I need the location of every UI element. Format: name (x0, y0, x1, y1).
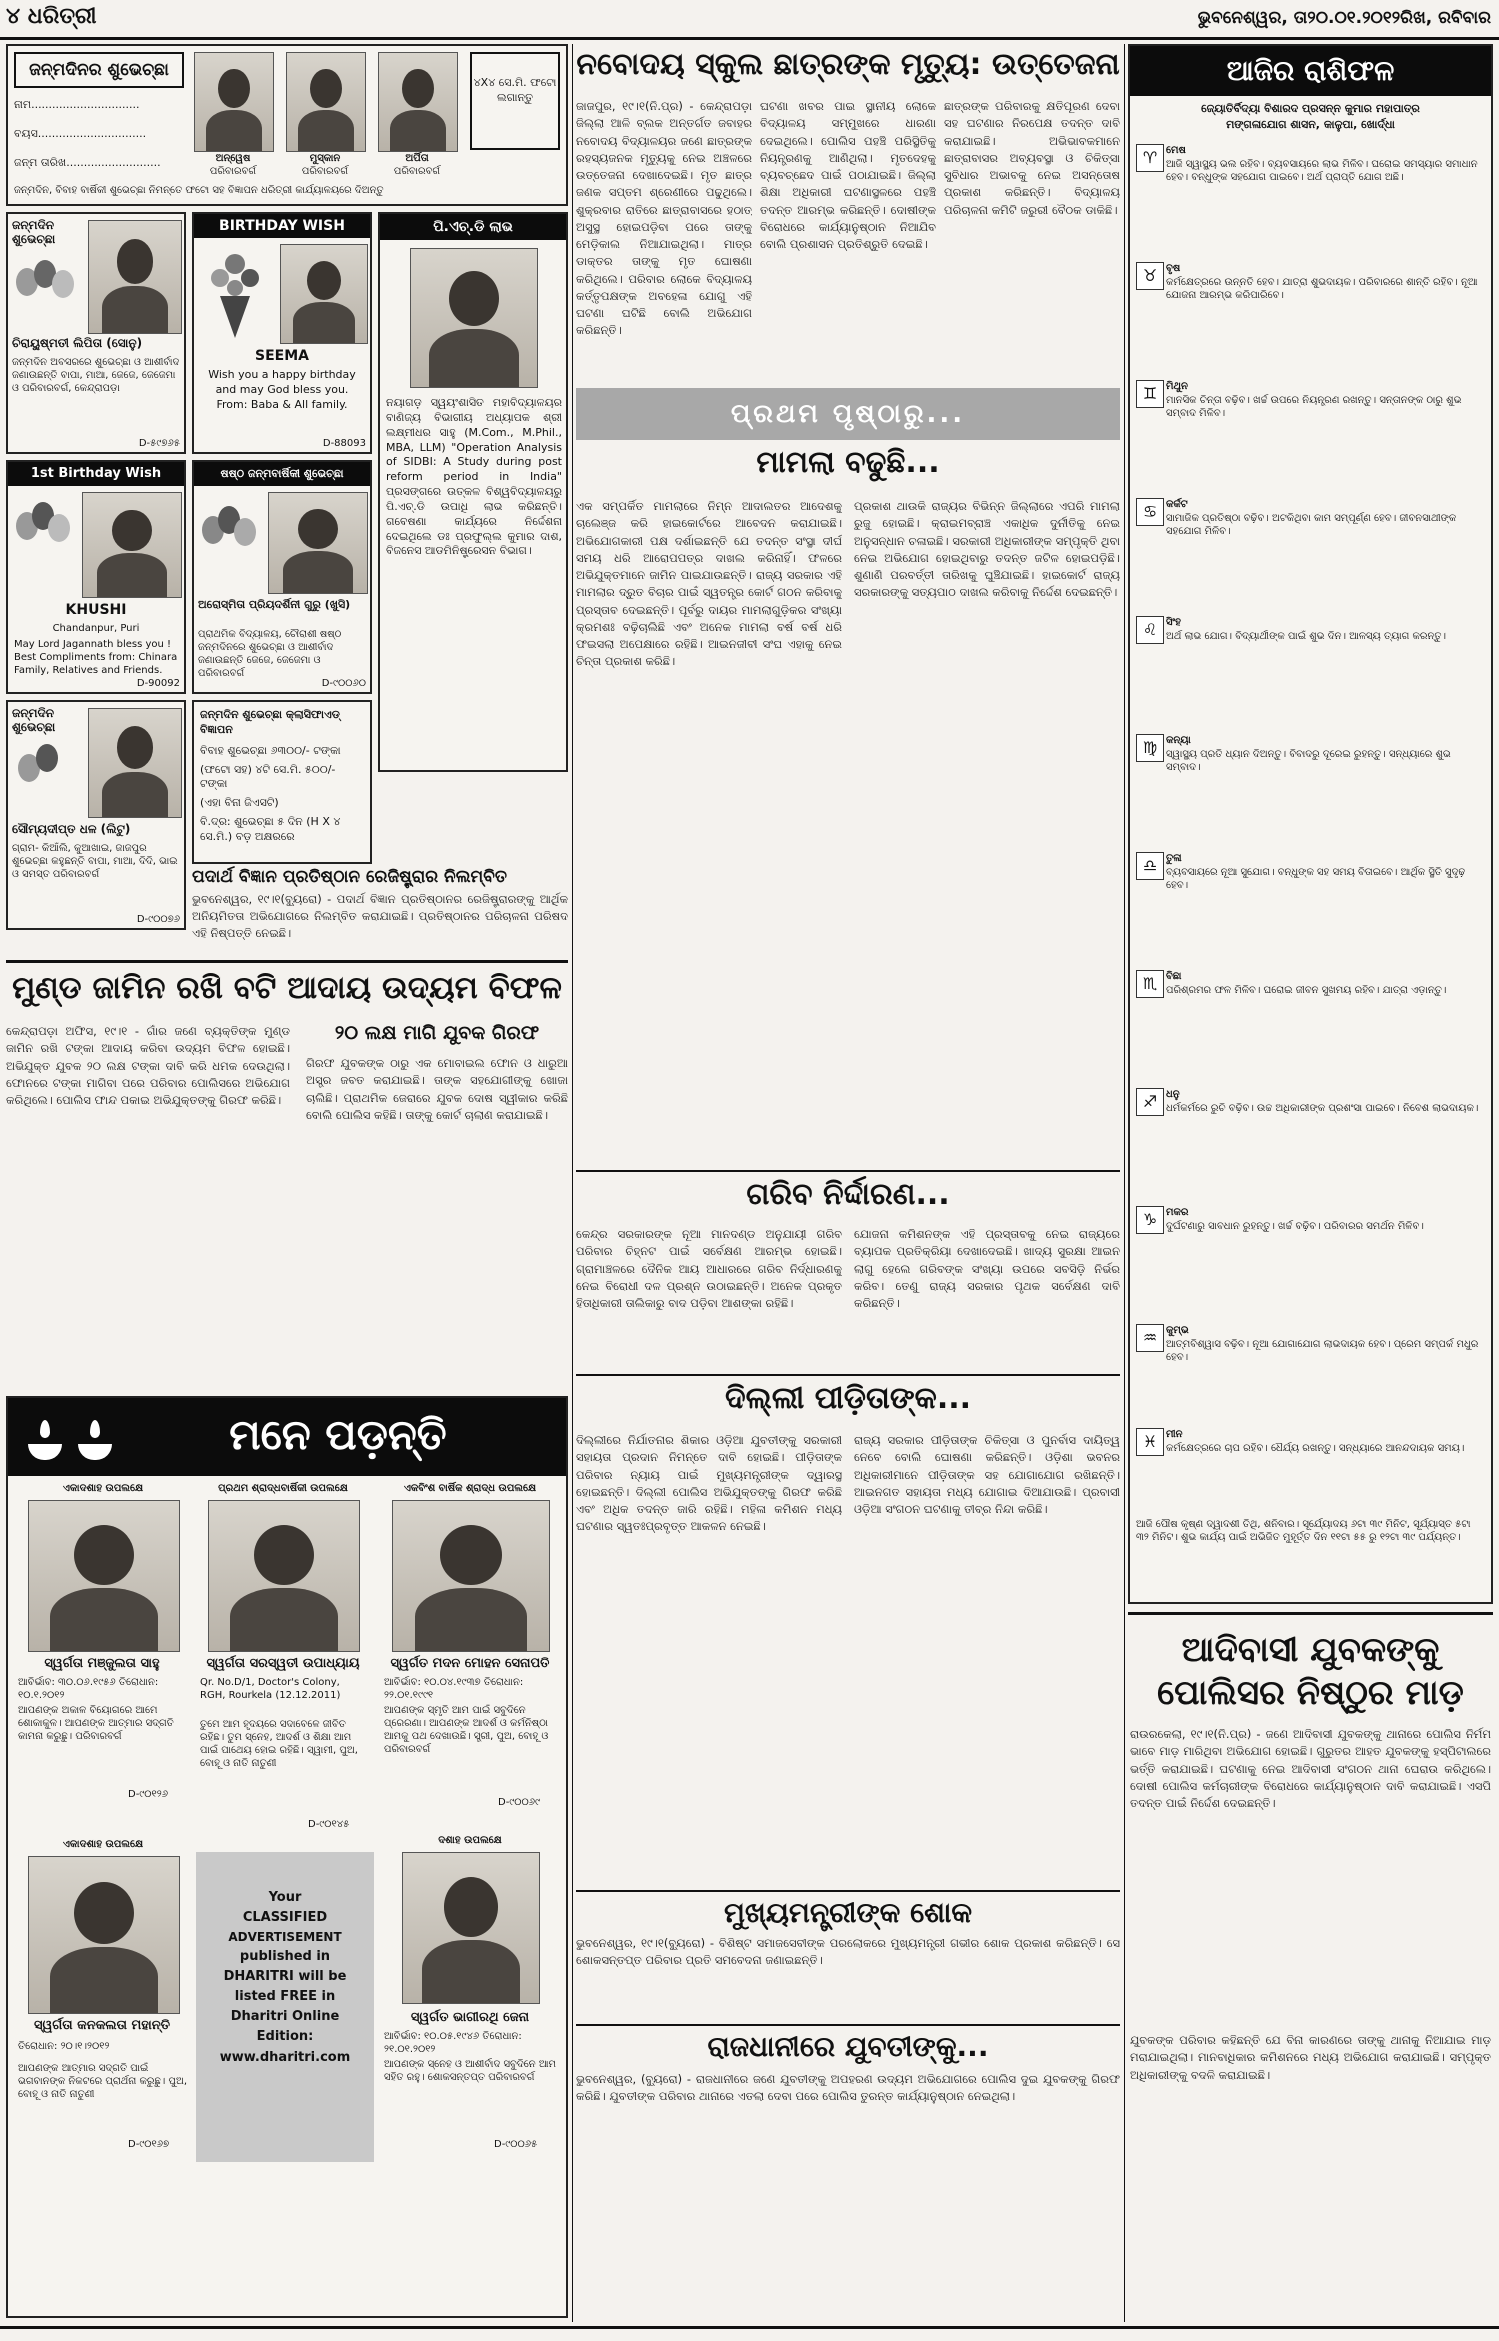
libra-icon: ♎ (1136, 852, 1164, 880)
ad-person-name: ଅରୋସ୍ମିତା ପ୍ରିୟଦର୍ଶିନୀ ଗୁରୁ (ଖୁସି) (198, 598, 351, 611)
headline: ନବୋଦୟ ସ୍କୁଲ ଛାତ୍ରଙ୍କ ମୃତ୍ୟୁ: ଉତ୍ତେଜନା (576, 47, 1120, 82)
article-text: ଭୁବନେଶ୍ୱର, (ବ୍ୟୁରୋ) - ରାଜଧାନୀରେ ଜଣେ ଯୁବତୀଙ୍କୁ ଅପହରଣ ଉଦ୍ୟମ ଅଭିଯୋଗରେ ପୋଲିସ ଦୁଇ ଯୁବକଙ୍କୁ ଗିରଫ କରିଛି। ଯୁବତୀଙ୍କ ପରିବାର ଥାନାରେ ଏତଲା ଦେବା ପରେ ପୋଲିସ ତୁରନ୍ତ କାର୍ଯ୍ୟାନୁଷ୍ଠାନ ନେଇଥିଲା। (576, 2071, 1120, 2104)
person-photo (402, 1852, 540, 2004)
column-divider (572, 44, 573, 2322)
form-field-name: ନାମ............................... (14, 98, 140, 111)
obit-body: ଆପଣଙ୍କ ସ୍ନେହ ଓ ଆଶୀର୍ବାଦ ସବୁଦିନେ ଆମ ସହିତ ରହୁ। ଶୋକସନ୍ତପ୍ତ ପରିବାରବର୍ଗ (384, 2059, 556, 2083)
zodiac-sign-name: କର୍କଟ (1166, 499, 1188, 510)
article-mamla (576, 446, 1120, 1166)
ad-code: D-88093 (322, 438, 366, 449)
ad-person-name: ଚିରାୟୁଷ୍ମତୀ ଲିପିତା (ସୋନୁ) (12, 336, 143, 350)
first-birthday-ad (6, 460, 186, 694)
ad-code: D-୯୦୦୬୯ (498, 1797, 541, 1808)
article-navodaya (576, 44, 1120, 384)
ad-body: Wish you a happy birthday and may God bless you. From: Baba & All family. (208, 368, 356, 411)
child-photo (378, 52, 458, 152)
horoscope-byline: ଜ୍ୟୋତିର୍ବିଦ୍ୟା ବିଶାରଦ ପ୍ରସନ୍ନ କୁମାର ମହାପାତ୍ର (1201, 102, 1420, 115)
zodiac-cancer (1134, 496, 1488, 610)
ad-person-name: SEEMA (255, 348, 309, 364)
flame-icon (40, 1420, 50, 1438)
ad-code: D-୯୦୦୭୬ (136, 914, 180, 925)
article-text: ଛାତ୍ରଙ୍କ ପରିବାରକୁ କ୍ଷତିପୂରଣ ଦେବା ସହ ଘଟଣାର ନିରପେକ୍ଷ ତଦନ୍ତ ଦାବି କରାଯାଇଛି। ଅଭିଭାବକମାନେ ଛାତ୍ରାବାସର ଅବ୍ୟବସ୍ଥା ଓ ଚିକିତ୍ସା ସୁବିଧାର ଅଭାବକୁ ନେଇ ଅସନ୍ତୋଷ ପ୍ରକାଶ କରିଛନ୍ତି। ବିଦ୍ୟାଳୟ ପରିଚାଳନା କମିଟି ଜରୁରୀ ବୈଠକ ଡାକିଛି। (944, 99, 1120, 217)
promo-line: published in (239, 1948, 331, 1964)
ad-code: D-୫୯୭୬୫ (138, 438, 180, 449)
balloon-icon (48, 514, 70, 542)
ad-code: D-୯୦୦୬୦ (321, 678, 366, 689)
ad-code: D-୯୦୧୨୬ (128, 1789, 168, 1800)
zodiac-sagittarius (1134, 1086, 1488, 1200)
zodiac-pisces (1134, 1426, 1488, 1510)
horoscope-section (1128, 44, 1493, 1604)
zodiac-text: ଆତ୍ମବିଶ୍ୱାସ ବଢ଼ିବ। ନୂଆ ଯୋଗାଯୋଗ ଲାଭଦାୟକ ହେବ। ପ୍ରେମ ସମ୍ପର୍କ ମଧୁର ହେବ। (1166, 1339, 1479, 1363)
promo-line: Edition: (256, 2029, 314, 2045)
child-family: ପରିବାରବର୍ଗ (301, 166, 349, 177)
article-text: ଯୁବକଙ୍କ ପରିବାର କହିଛନ୍ତି ଯେ ବିନା କାରଣରେ ତାଙ୍କୁ ଥାନାକୁ ନିଆଯାଇ ମାଡ଼ ମରାଯାଇଥିଲା। ମାନବାଧିକାର କମିଶନରେ ମଧ୍ୟ ଅଭିଯୋଗ କରାଯାଇଛି। ସମ୍ପୃକ୍ତ ଅଧିକାରୀଙ୍କୁ ବଦଳି କରାଯାଇଛି। (1130, 2033, 1491, 2082)
promo-line: DHARITRI will be (223, 1969, 347, 1985)
obit-dates: ଆବିର୍ଭାବ: ୩୦.୦୬.୧୯୫୬ ତିରୋଧାନ: ୧୦.୧.୨୦୧୨ (18, 1677, 159, 1701)
zodiac-gemini (1134, 378, 1488, 492)
child-family: ପରିବାରବର୍ଗ (209, 166, 257, 177)
zodiac-sign-name: ବିଛା (1166, 971, 1182, 982)
zodiac-sign-name: ବୃଷ (1166, 263, 1181, 274)
horoscope-title: ଆଜିର ରାଶିଫଳ (1130, 46, 1491, 96)
obit-tag: ପ୍ରଥମ ଶ୍ରାଦ୍ଧବାର୍ଷିକୀ ଉପଲକ୍ଷେ (218, 1483, 348, 1494)
ad-person-name: ସୌମ୍ୟଦୀପ୍ତ ଧଳ (ଲିଟୁ) (12, 822, 131, 836)
child-name: ଅର୍ପିତା (405, 153, 429, 164)
obit-body: ଆପଣଙ୍କ ଅକାଳ ବିୟୋଗରେ ଆମେ ଶୋକାକୁଳ। ଆପଣଙ୍କ ଆତ୍ମାର ସଦ୍‌ଗତି କାମନା କରୁଛୁ। ପରିବାରବର୍ଗ (18, 1705, 174, 1742)
obit-tag: ଏକାଦଶାହ ଉପଲକ୍ଷେ (62, 1483, 144, 1494)
sixth-birthday-ad (192, 460, 372, 694)
promo-line: listed FREE in (234, 1989, 336, 2005)
child-photo (82, 492, 182, 598)
zodiac-libra (1134, 850, 1488, 964)
article-text: ଯୋଜନା କମିଶନଙ୍କ ଏହି ପ୍ରସ୍ତାବକୁ ନେଇ ରାଜ୍ୟରେ ବ୍ୟାପକ ପ୍ରତିକ୍ରିୟା ଦେଖାଦେଇଛି। ଖାଦ୍ୟ ସୁରକ୍ଷା ଆଇନ ଲାଗୁ ହେଲେ ଗରିବଙ୍କ ସଂଖ୍ୟା ଉପରେ ସବସିଡ଼ି ନିର୍ଭର କରିବ। ତେଣୁ ରାଜ୍ୟ ସରକାର ପୃଥକ ସର୍ବେକ୍ଷଣ ଦାବି କରିଛନ୍ତି। (854, 1227, 1120, 1310)
section-banner-pratham: ପ୍ରଥମ ପୃଷ୍ଠାରୁ... (576, 388, 1120, 440)
rate-line: ବି.ଦ୍ର: ଶୁଭେଚ୍ଛା ୫ ଦିନ (H X ୪ ସେ.ମି.) ବଡ଼ ଅକ୍ଷରରେ (200, 815, 341, 843)
child-photo (286, 52, 366, 152)
lamp-icon (78, 1444, 112, 1460)
capricorn-icon: ♑ (1136, 1206, 1164, 1234)
person-photo (88, 708, 182, 818)
balloon-icon (234, 518, 256, 546)
ad-code: D-90092 (136, 678, 180, 689)
headline: ଗରିବ ନିର୍ଦ୍ଦାରଣ... (746, 1177, 950, 1212)
rate-line: ଜନ୍ମଦିନ ଶୁଭେଚ୍ଛା କ୍ଲାସିଫାଏଡ୍ ବିଜ୍ଞାପନ (200, 708, 340, 736)
obit-dates: ତିରୋଧାନ: ୨୦।୧।୨୦୧୨ (18, 2041, 110, 2052)
article-cm-condolence (576, 1890, 1120, 2018)
child-photo (268, 492, 368, 594)
obit-name: ସ୍ୱର୍ଗତା କନକଲତା ମହାନ୍ତି (34, 2018, 170, 2033)
rate-line: (ଏହା ବିନା ଜିଏସଟି) (200, 796, 279, 810)
article-garib (576, 1170, 1120, 1370)
child-name: ମୁସ୍କାନ (309, 153, 341, 164)
zodiac-text: ବ୍ୟବସାୟରେ ନୂଆ ସୁଯୋଗ। ବନ୍ଧୁଙ୍କ ସହ ସମୟ ବିତାଇବେ। ଆର୍ଥିକ ସ୍ଥିତି ସୁଦୃଢ଼ ହେବ। (1166, 867, 1466, 891)
zodiac-text: ମାନସିକ ଚିନ୍ତା ବଢ଼ିବ। ଖର୍ଚ୍ଚ ଉପରେ ନିୟନ୍ତ୍ରଣ ରଖନ୍ତୁ। ସନ୍ତାନଙ୍କ ଠାରୁ ଶୁଭ ସମ୍ବାଦ ମିଳିବ। (1166, 395, 1462, 419)
zodiac-sign-name: ତୁଳା (1166, 853, 1182, 864)
child-photo (194, 52, 274, 152)
person-photo (28, 1500, 180, 1652)
virgo-icon: ♍ (1136, 734, 1164, 762)
zodiac-text: ସ୍ୱାସ୍ଥ୍ୟ ପ୍ରତି ଧ୍ୟାନ ଦିଅନ୍ତୁ। ବିବାଦରୁ ଦୂରେଇ ରୁହନ୍ତୁ। ସନ୍ଧ୍ୟାରେ ଶୁଭ ସମ୍ବାଦ। (1166, 749, 1451, 773)
ad-rates-box (192, 700, 372, 864)
dateline: ଭୁବନେଶ୍ୱର, ତା୨୦.୦୧.୨୦୧୨ରିଖ, ରବିବାର (1197, 8, 1491, 28)
ad-title: 1st Birthday Wish (8, 462, 184, 486)
rate-line: ବିବାହ ଶୁଭେଚ୍ଛା ୬୩୦୦/- ଟଙ୍କା (200, 743, 341, 757)
article-delhi (576, 1374, 1120, 1884)
website-link[interactable]: www.dharitri.com (219, 2049, 351, 2065)
obit-name: ସ୍ୱର୍ଗତା ମଞ୍ଜୁଲତା ସାହୁ (44, 1656, 160, 1671)
obit-tag: ଏକବିଂଶ ବାର୍ଷିକ ଶ୍ରାଦ୍ଧ ଉପଲକ୍ଷେ (403, 1483, 537, 1494)
headline: ପଦାର୍ଥ ବିଜ୍ଞାନ ପ୍ରତିଷ୍ଠାନ ରେଜିଷ୍ଟ୍ରାର ନିଲମ୍ବିତ (192, 867, 507, 887)
zodiac-sign-name: ମିଥୁନ (1166, 381, 1188, 392)
ad-body: May Lord Jagannath bless you ! Best Compliments from: Chinara Family, Relatives and Friends. (14, 639, 178, 676)
ad-place: Chandanpur, Puri (52, 623, 140, 634)
balloon-icon (36, 744, 58, 772)
headline: ମୁଣ୍ଡ ଜାମିନ ରଖି ବଟି ଆଦାୟ ଉଦ୍ୟମ ବିଫଳ (12, 970, 562, 1006)
phd-ad (378, 212, 568, 772)
zodiac-sign-name: ଧନୁ (1166, 1089, 1180, 1100)
zodiac-text: ପରିଶ୍ରମର ଫଳ ମିଳିବ। ଘରୋଇ ଜୀବନ ସୁଖମୟ ରହିବ। ଯାତ୍ରା ଏଡ଼ାନ୍ତୁ। (1166, 985, 1447, 996)
headline: ଦିଲ୍ଲୀ ପୀଡ଼ିତାଙ୍କ... (724, 1381, 972, 1416)
pisces-icon: ♓ (1136, 1428, 1164, 1456)
person-photo (280, 244, 368, 344)
promo-line: CLASSIFIED (242, 1910, 328, 1926)
article-text: କେନ୍ଦ୍ର ସରକାରଙ୍କ ନୂଆ ମାନଦଣ୍ଡ ଅନୁଯାୟୀ ଗରିବ ପରିବାର ଚିହ୍ନଟ ପାଇଁ ସର୍ବେକ୍ଷଣ ଆରମ୍ଭ ହୋଇଛି। ଗ୍ରାମାଞ୍ଚଳରେ ଦୈନିକ ଆୟ ଆଧାରରେ ଗରିବ ନିର୍ଦ୍ଧାରଣକୁ ନେଇ ବିରୋଧୀ ଦଳ ପ୍ରଶ୍ନ ଉଠାଇଛନ୍ତି। ଅନେକ ପ୍ରକୃତ ହିତାଧିକାରୀ ତାଲିକାରୁ ବାଦ ପଡ଼ିବା ଆଶଙ୍କା ରହିଛି। (576, 1227, 842, 1310)
page-header (0, 0, 1499, 40)
ad-title: ଷଷ୍ଠ ଜନ୍ମବାର୍ଷିକୀ ଶୁଭେଚ୍ଛା (194, 462, 370, 486)
article-text: ଗିରଫ ଯୁବକଙ୍କ ଠାରୁ ଏକ ମୋବାଇଲ ଫୋନ ଓ ଧାରୁଆ ଅସ୍ତ୍ର ଜବତ କରାଯାଇଛି। ତାଙ୍କ ସହଯୋଗୀଙ୍କୁ ଖୋଜା ଚାଲିଛି। ପ୍ରାଥମିକ ଜେରାରେ ଯୁବକ ଦୋଷ ସ୍ୱୀକାର କରିଛି ବୋଲି ପୋଲିସ କହିଛି। ତାଙ୍କୁ କୋର୍ଟ ଚାଲାଣ କରାଯାଇଛି। (306, 1056, 568, 1122)
aries-icon: ♈ (1136, 144, 1164, 172)
bouquet-icon (200, 244, 270, 340)
zodiac-text: ଧର୍ମକର୍ମରେ ରୁଚି ବଢ଼ିବ। ଉଚ୍ଚ ଅଧିକାରୀଙ୍କ ପ୍ରଶଂସା ପାଇବେ। ନିବେଶ ଲାଭଦାୟକ। (1166, 1103, 1479, 1114)
person-photo (208, 1500, 360, 1652)
person-photo (392, 1500, 550, 1652)
classified-promo (196, 1852, 374, 2162)
zodiac-aquarius (1134, 1322, 1488, 1422)
obit-body: ଆପଣଙ୍କ ସ୍ମୃତି ଆମ ପାଇଁ ସବୁଦିନେ ପ୍ରେରଣା। ଆପଣଙ୍କ ଆଦର୍ଶ ଓ କର୍ମନିଷ୍ଠା ଆମକୁ ପଥ ଦେଖାଉଛି। ସ୍ତ୍ରୀ, ପୁଅ, ବୋହୂ ଓ ପରିବାରବର୍ଗ (384, 1705, 549, 1755)
page-number: ୪ ଧରିତ୍ରୀ (6, 4, 97, 29)
birthday-form-note: ଜନ୍ମଦିନ, ବିବାହ ବାର୍ଷିକୀ ଶୁଭେଚ୍ଛା ନିମନ୍ତେ ଫଟୋ ସହ ବିଜ୍ଞାପନ ଧରିତ୍ରୀ କାର୍ଯ୍ୟାଳୟରେ ଦିଅନ୍ତୁ (14, 185, 384, 196)
birthday-form-title: ଜନ୍ମଦିନର ଶୁଭେଚ୍ଛା (14, 52, 184, 88)
ad-title: BIRTHDAY WISH (194, 214, 370, 238)
form-field-age: ବୟସ............................... (14, 126, 147, 140)
child-photo (88, 220, 182, 334)
promo-line: ADVERTISEMENT (228, 1930, 342, 1945)
birthday-ad-lipita (6, 212, 186, 454)
obituary-section (6, 1396, 568, 2318)
headline: ମାମଲା ବଢୁଛି... (756, 445, 940, 480)
article-text: ଘଟଣା ଖବର ପାଇ ସ୍ଥାନୀୟ ଲୋକେ ବିଦ୍ୟାଳୟ ସମ୍ମୁଖରେ ଧାରଣା ଦେଇଥିଲେ। ପୋଲିସ ପହଞ୍ଚି ପରିସ୍ଥିତିକୁ ନିୟନ୍ତ୍ରଣକୁ ଆଣିଥିଲା। ମୃତଦେହକୁ ବ୍ୟବଚ୍ଛେଦ ପାଇଁ ପଠାଯାଇଛି। ଜିଲ୍ଲା ଶିକ୍ଷା ଅଧିକାରୀ ଘଟଣାସ୍ଥଳରେ ପହଞ୍ଚି ତଦନ୍ତ ଆରମ୍ଭ କରିଛନ୍ତି। ଦୋଷୀଙ୍କ ବିରୋଧରେ କାର୍ଯ୍ୟାନୁଷ୍ଠାନ ନିଆଯିବ ବୋଲି ପ୍ରଶାସନ ପ୍ରତିଶ୍ରୁତି ଦେଇଛି। (760, 99, 936, 251)
article-text: ଜାଜପୁର, ୧୯।୧(ନି.ପ୍ର) - କେନ୍ଦ୍ରାପଡ଼ା ଜିଲ୍ଲା ଆଳି ବ୍ଲକ ଅନ୍ତର୍ଗତ ଜବାହର ନବୋଦୟ ବିଦ୍ୟାଳୟର ଜଣେ ଛାତ୍ରଙ୍କ ରହସ୍ୟଜନକ ମୃତ୍ୟୁକୁ ନେଇ ଅଞ୍ଚଳରେ ଉତ୍ତେଜନା ଦେଖାଦେଇଛି। ମୃତ ଛାତ୍ର ଜଣକ ସପ୍ତମ ଶ୍ରେଣୀରେ ପଢୁଥିଲେ। ଶୁକ୍ରବାର ରାତିରେ ଛାତ୍ରାବାସରେ ହଠାତ୍ ଅସୁସ୍ଥ ହୋଇପଡ଼ିବା ପରେ ତାଙ୍କୁ ମେଡ଼ିକାଲ ନିଆଯାଇଥିଲା। ମାତ୍ର ଡାକ୍ତର ତାଙ୍କୁ ମୃତ ଘୋଷଣା କରିଥିଲେ। ପରିବାର ଲୋକେ ବିଦ୍ୟାଳୟ କର୍ତ୍ତୃପକ୍ଷଙ୍କ ଅବହେଳା ଯୋଗୁ ଏହି ଘଟଣା ଘଟିଛି ବୋଲି ଅଭିଯୋଗ କରିଛନ୍ତି। (576, 99, 752, 338)
obit-body: ତୁମେ ଆମ ହୃଦୟରେ ସଦାବେଳେ ଜୀବିତ ରହିଛ। ତୁମ ସ୍ନେହ, ଆଦର୍ଶ ଓ ଶିକ୍ଷା ଆମ ପାଇଁ ପାଥେୟ ହୋଇ ରହିଛି। ସ୍ୱାମୀ, ପୁଅ, ବୋହୂ ଓ ନାତି ନାତୁଣୀ (200, 1719, 358, 1769)
zodiac-sign-name: ମକର (1166, 1207, 1189, 1218)
birthday-wish-seema (192, 212, 372, 454)
zodiac-sign-name: କନ୍ୟା (1166, 735, 1191, 746)
cancer-icon: ♋ (1136, 498, 1164, 526)
scorpio-icon: ♏ (1136, 970, 1164, 998)
article-text: ଭୁବନେଶ୍ୱର, ୧୯।୧(ବ୍ୟୁରୋ) - ପଦାର୍ଥ ବିଜ୍ଞାନ ପ୍ରତିଷ୍ଠାନର ରେଜିଷ୍ଟ୍ରାରଙ୍କୁ ଆର୍ଥିକ ଅନିୟମିତତା ଅଭିଯୋଗରେ ନିଲମ୍ବିତ କରାଯାଇଛି। ପ୍ରତିଷ୍ଠାନର ପରିଚାଳନା ପରିଷଦ ଏହି ନିଷ୍ପତ୍ତି ନେଇଛି। (192, 891, 568, 941)
ad-body: ଜନ୍ମଦିନ ଅବସରରେ ଶୁଭେଚ୍ଛା ଓ ଆଶୀର୍ବାଦ ଜଣାଉଛନ୍ତି ବାପା, ମାଆ, ଜେଜେ, ଜେଜେମା ଓ ପରିବାରବର୍ଗ, କେନ୍ଦ୍ରାପଡ଼ା (12, 357, 180, 394)
article-text: ପ୍ରକାଶ ଥାଉକି ରାଜ୍ୟର ବିଭିନ୍ନ ଜିଲ୍ଲାରେ ଏପରି ମାମଲା ରୁଜୁ ହୋଇଛି। କ୍ରାଇମବ୍ରାଞ୍ଚ ଏକାଧିକ ଦୁର୍ନୀତିକୁ ନେଇ ଅନୁସନ୍ଧାନ ଚଳାଇଛି। ସରକାରୀ ଅଧିକାରୀଙ୍କ ସମ୍ପୃକ୍ତି ଥିବା ନେଇ ଅଭିଯୋଗ ହୋଇଥିବାରୁ ତଦନ୍ତ ଜଟିଳ ହୋଇପଡ଼ିଛି। ଶୁଣାଣି ପରବର୍ତ୍ତୀ ତାରିଖକୁ ଘୁଞ୍ଚିଯାଇଛି। ହାଇକୋର୍ଟ ରାଜ୍ୟ ସରକାରଙ୍କୁ ସତ୍ୟପାଠ ଦାଖଲ କରିବାକୁ ନିର୍ଦ୍ଦେଶ ଦେଇଛନ୍ତି। (854, 499, 1120, 600)
obit-name: ସ୍ୱର୍ଗତ ଭାଗୀରଥି ଜେନା (410, 2010, 530, 2025)
promo-line: Your (268, 1890, 302, 1905)
zodiac-taurus (1134, 260, 1488, 374)
almanac-text: ଆଜି ପୌଷ କୃଷ୍ଣ ଦ୍ୱାଦଶୀ ତିଥି, ଶନିବାର। ସୂର୍ଯ୍ୟୋଦୟ ୬ଟା ୩୯ ମିନିଟ, ସୂର୍ଯ୍ୟାସ୍ତ ୫ଟା ୩୨ ମିନିଟ। ଶୁଭ କାର୍ଯ୍ୟ ପାଇଁ ଅଭିଜିତ ମୁହୂର୍ତ୍ତ ଦିନ ୧୧ଟା ୫୫ ରୁ ୧୨ଟା ୩୯ ପର୍ଯ୍ୟନ୍ତ। (1136, 1519, 1471, 1543)
zodiac-scorpio (1134, 968, 1488, 1082)
birthday-ad-litu (6, 700, 186, 930)
sagittarius-icon: ♐ (1136, 1088, 1164, 1116)
ad-title: ଜନ୍ମଦିନ ଶୁଭେଚ୍ଛା (12, 706, 56, 735)
article-munda (6, 960, 568, 1390)
headline: ମୁଖ୍ୟମନ୍ତ୍ରୀଙ୍କ ଶୋକ (723, 1896, 973, 1929)
section-title: ମନେ ପଡ଼ନ୍ତି (229, 1410, 447, 1459)
article-text: ଭୁବନେଶ୍ୱର, ୧୯।୧(ବ୍ୟୁରୋ) - ବିଶିଷ୍ଟ ସମାଜସେବୀଙ୍କ ପରଲୋକରେ ମୁଖ୍ୟମନ୍ତ୍ରୀ ଗଭୀର ଶୋକ ପ୍ରକାଶ କରିଛନ୍ତି। ସେ ଶୋକସନ୍ତପ୍ତ ପରିବାର ପ୍ରତି ସମବେଦନା ଜଣାଇଛନ୍ତି। (576, 1935, 1120, 1968)
article-text: କେନ୍ଦ୍ରାପଡ଼ା ଅଫିସ, ୧୯।୧ - ଗାଁର ଜଣେ ବ୍ୟକ୍ତିଙ୍କ ମୁଣ୍ଡ ଜାମିନ ରଖି ଟଙ୍କା ଆଦାୟ କରିବା ଉଦ୍ୟମ ବିଫଳ ହୋଇଛି। ଅଭିଯୁକ୍ତ ଯୁବକ ୨୦ ଲକ୍ଷ ଟଙ୍କା ଦାବି କରି ଧମକ ଦେଉଥିଲା। ଫୋନରେ ଟଙ୍କା ମାଗିବା ପରେ ପରିବାର ପୋଲିସରେ ଅଭିଯୋଗ କରିଥିଲେ। ପୋଲିସ ଫାନ୍ଦ ପକାଇ ଅଭିଯୁକ୍ତଙ୍କୁ ଗିରଫ କରିଛି। (6, 1024, 290, 1107)
article-padartha (192, 868, 568, 954)
ad-body: ଗ୍ରାମ- କିଆଁଲି, କୁଆଖାଇ, ଜାଜପୁର ଶୁଭେଚ୍ଛା କହୁଛନ୍ତି ବାପା, ମାଆ, ଦିଦି, ଭାଇ ଓ ସମସ୍ତ ପରିବାରବର୍ଗ (12, 843, 178, 880)
taurus-icon: ♉ (1136, 262, 1164, 290)
zodiac-text: ଅର୍ଥ ଲାଭ ଯୋଗ। ବିଦ୍ୟାର୍ଥୀଙ୍କ ପାଇଁ ଶୁଭ ଦିନ। ଆଳସ୍ୟ ତ୍ୟାଗ କରନ୍ତୁ। (1166, 631, 1446, 642)
promo-line: Dharitri Online (230, 2009, 340, 2025)
zodiac-text: କର୍ମକ୍ଷେତ୍ରରେ ଉନ୍ନତି ହେବ। ଯାତ୍ରା ଶୁଭଦାୟକ। ପରିବାରରେ ଶାନ୍ତି ରହିବ। ନୂଆ ଯୋଜନା ଆରମ୍ଭ କରିପାରିବେ। (1166, 277, 1478, 301)
obit-name: ସ୍ୱର୍ଗତ ମଦନ ମୋହନ ସେନାପତି (390, 1656, 550, 1671)
ad-title: ପି.ଏଚ୍.ଡି ଲାଭ (380, 214, 566, 240)
balloon-icon (52, 270, 74, 298)
zodiac-sign-name: ମେଷ (1166, 145, 1186, 156)
page-footer (0, 2326, 1499, 2341)
zodiac-sign-name: କୁମ୍ଭ (1166, 1325, 1189, 1336)
article-text: ରାଜ୍ୟ ସରକାର ପୀଡ଼ିତାଙ୍କ ଚିକିତ୍ସା ଓ ପୁନର୍ବାସ ଦାୟିତ୍ୱ ନେବେ ବୋଲି ଘୋଷଣା କରିଛନ୍ତି। ଓଡ଼ିଶା ଭବନର ଅଧିକାରୀମାନେ ପୀଡ଼ିତାଙ୍କ ସହ ଯୋଗାଯୋଗ ରଖିଛନ୍ତି। ଆଇନଗତ ସହାୟତା ମଧ୍ୟ ଯୋଗାଇ ଦିଆଯାଉଛି। ପ୍ରବାସୀ ଓଡ଼ିଆ ସଂଗଠନ ଘଟଣାକୁ ତୀବ୍ର ନିନ୍ଦା କରିଛି। (854, 1433, 1120, 1516)
section-banner (8, 1398, 566, 1476)
article-text: ଦିଲ୍ଲୀରେ ନିର୍ଯାତନାର ଶିକାର ଓଡ଼ିଆ ଯୁବତୀଙ୍କୁ ସରକାରୀ ସହାୟତା ପ୍ରଦାନ ନିମନ୍ତେ ଦାବି ହୋଇଛି। ପୀଡ଼ିତାଙ୍କ ପରିବାର ନ୍ୟାୟ ପାଇଁ ମୁଖ୍ୟମନ୍ତ୍ରୀଙ୍କ ଦ୍ୱାରସ୍ଥ ହୋଇଛନ୍ତି। ଦିଲ୍ଲୀ ପୋଲିସ ଅଭିଯୁକ୍ତଙ୍କୁ ଗିରଫ କରିଛି ଏବଂ ଅଧିକ ତଦନ୍ତ ଜାରି ରହିଛି। ମହିଳା କମିଶନ ମଧ୍ୟ ଘଟଣାର ସ୍ୱତଃପ୍ରବୃତ୍ତ ଆକଳନ ନେଇଛି। (576, 1433, 842, 1534)
form-fields (14, 98, 184, 171)
column-divider (1124, 44, 1125, 2322)
leo-icon: ♌ (1136, 616, 1164, 644)
ad-body: ପ୍ରାଥମିକ ବିଦ୍ୟାଳୟ, ଚୌରାଶୀ ଷଷ୍ଠ ଜନ୍ମଦିନରେ ଶୁଭେଚ୍ଛା ଓ ଆଶୀର୍ବାଦ ଜଣାଉଛନ୍ତି ଜେଜେ, ଜେଜେମା ଓ ପରିବାରବର୍ଗ (198, 629, 342, 679)
headline: ରାଜଧାନୀରେ ଯୁବତୀଙ୍କୁ... (707, 2030, 989, 2063)
person-photo (410, 248, 538, 388)
horoscope-byline-address: ମଙ୍ଗଳାଯୋଗ ଶାସନ, କାଳୁପା, ଖୋର୍ଦ୍ଧା (1226, 118, 1395, 131)
ad-code: D-୯୦୧୪୫ (308, 1819, 350, 1830)
ad-title: ଜନ୍ମଦିନ ଶୁଭେଚ୍ଛା (12, 218, 56, 247)
article-adivasi (1128, 1612, 1493, 2320)
ad-code: D-୯୦୦୬୫ (494, 2139, 538, 2150)
headline: ଆଦିବାସୀ ଯୁବକଙ୍କୁ ପୋଲିସର ନିଷ୍ଠୁର ମାଡ଼ (1157, 1630, 1464, 1713)
zodiac-capricorn (1134, 1204, 1488, 1318)
zodiac-text: ଆଜି ସ୍ୱାସ୍ଥ୍ୟ ଭଲ ରହିବ। ବ୍ୟବସାୟରେ ଲାଭ ମିଳିବ। ଘରୋଇ ସମସ୍ୟାର ସମାଧାନ ହେବ। ବନ୍ଧୁଙ୍କ ସହଯୋଗ ପାଇବେ। ଅର୍ଥ ପ୍ରାପ୍ତି ଯୋଗ ଅଛି। (1166, 159, 1478, 183)
obit-tag: ଏକାଦଶାହ ଉପଲକ୍ଷେ (62, 1839, 144, 1850)
person-photo (28, 1856, 180, 2014)
lamp-icon (28, 1444, 62, 1460)
form-field-dob: ଜନ୍ମ ତାରିଖ........................... (14, 155, 161, 169)
obit-dates: ଆବିର୍ଭାବ: ୧୦.୦୪.୧୯୩୭ ତିରୋଧାନ: ୨୨.୦୧.୧୯୯୧ (384, 1677, 524, 1701)
zodiac-sign-name: ସିଂହ (1166, 617, 1181, 628)
article-rajdhani (576, 2024, 1120, 2320)
zodiac-virgo (1134, 732, 1488, 846)
birthday-form-ad (6, 44, 568, 206)
obit-dates: Qr. No.D/1, Doctor's Colony, RGH, Rourkela (12.12.2011) (200, 1677, 341, 1701)
gemini-icon: ♊ (1136, 380, 1164, 408)
article-text: ରାଉରକେଲା, ୧୯।୧(ନି.ପ୍ର) - ଜଣେ ଆଦିବାସୀ ଯୁବକଙ୍କୁ ଥାନାରେ ପୋଲିସ ନିର୍ମମ ଭାବେ ମାଡ଼ ମାରିଥିବା ଅଭିଯୋଗ ହୋଇଛି। ଗୁରୁତର ଆହତ ଯୁବକଙ୍କୁ ହସ୍ପିଟାଲରେ ଭର୍ତ୍ତି କରାଯାଇଛି। ଘଟଣାକୁ ନେଇ ଆଦିବାସୀ ସଂଗଠନ ଥାନା ଘେରାଉ କରିଥିଲେ। ଦୋଷୀ ପୋଲିସ କର୍ମଚାରୀଙ୍କ ବିରୋଧରେ କାର୍ଯ୍ୟାନୁଷ୍ଠାନ ଦାବି କରାଯାଇଛି। ଏସପି ତଦନ୍ତ ପାଇଁ ନିର୍ଦ୍ଦେଶ ଦେଇଛନ୍ତି। (1130, 1727, 1491, 1810)
ad-code: D-୯୦୧୬୭ (128, 2139, 170, 2150)
obit-name: ସ୍ୱର୍ଗତା ସରସ୍ୱତୀ ଉପାଧ୍ୟାୟ (206, 1656, 360, 1671)
ad-body: ନୟାଗଡ଼ ସ୍ୱୟଂଶାସିତ ମହାବିଦ୍ୟାଳୟର ବାଣିଜ୍ୟ ବିଭାଗୀୟ ଅଧ୍ୟାପକ ଶ୍ରୀ ଲକ୍ଷ୍ମୀଧର ସାହୁ (M.Com., M.Phil., MBA, LLM) "Operation Analysis of SIDBI: A Study during post reform period in India" ପ୍ରସଙ୍ଗରେ ଉତ୍କଳ ବିଶ୍ୱବିଦ୍ୟାଳୟରୁ ପି.ଏଚ୍.ଡି ଉପାଧି ଲାଭ କରିଛନ୍ତି। ଗବେଷଣା କାର୍ଯ୍ୟରେ ନିର୍ଦ୍ଦେଶନା ଦେଇଥିଲେ ଡଃ ପ୍ରଫୁଲ୍ଲ କୁମାର ଦାଶ, ବିଜନେସ ଆଡମିନିଷ୍ଟ୍ରେସନ ବିଭାଗ। (386, 396, 562, 558)
rate-line: (ଫଟୋ ସହ) ୪ଟି ସେ.ମି. ୫୦୦/- ଟଙ୍କା (200, 762, 336, 791)
zodiac-leo (1134, 614, 1488, 728)
zodiac-aries (1134, 142, 1488, 256)
photo-placeholder-box: ୪X୪ ସେ.ମି. ଫଟୋ ଲଗାନ୍ତୁ (470, 52, 560, 150)
obit-tag: ଦଶାହ ଉପଲକ୍ଷେ (438, 1835, 502, 1846)
zodiac-text: ସାମାଜିକ ପ୍ରତିଷ୍ଠା ବଢ଼ିବ। ଅଟକିଥିବା କାମ ସମ୍ପୂର୍ଣ୍ଣ ହେବ। ଜୀବନସାଥୀଙ୍କ ସହଯୋଗ ମିଳିବ। (1166, 513, 1457, 537)
zodiac-text: କର୍ମକ୍ଷେତ୍ରରେ ଚାପ ରହିବ। ଧୈର୍ଯ୍ୟ ରଖନ୍ତୁ। ସନ୍ଧ୍ୟାରେ ଆନନ୍ଦଦାୟକ ସମୟ। (1166, 1443, 1465, 1454)
child-name: ଅନ୍ୱେଷ (215, 153, 251, 164)
subheadline: ୨୦ ଲକ୍ଷ ମାଗି ଯୁବକ ଗିରଫ (334, 1022, 540, 1044)
article-text: ଏକ ସମ୍ପର୍କିତ ମାମଲାରେ ନିମ୍ନ ଆଦାଲତର ଆଦେଶକୁ ଚାଲେଞ୍ଜ କରି ହାଇକୋର୍ଟରେ ଆବେଦନ କରାଯାଇଛି। ଅଭିଯୋଗକାରୀ ପକ୍ଷ ଦର୍ଶାଇଛନ୍ତି ଯେ ତଦନ୍ତ ସଂସ୍ଥା ଦୀର୍ଘ ସମୟ ଧରି ଆରୋପପତ୍ର ଦାଖଲ କରିନାହିଁ। ଫଳରେ ଅଭିଯୁକ୍ତମାନେ ଜାମିନ ପାଇଯାଉଛନ୍ତି। ରାଜ୍ୟ ସରକାର ଏହି ମାମଲାର ଦ୍ରୁତ ବିଚାର ପାଇଁ ସ୍ୱତନ୍ତ୍ର କୋର୍ଟ ଗଠନ କରିବାକୁ ପ୍ରସ୍ତାବ ଦେଇଛନ୍ତି। ପୂର୍ବରୁ ଦାୟର ମାମଲାଗୁଡ଼ିକର ସଂଖ୍ୟା କ୍ରମଶଃ ବଢ଼ିଚାଲିଛି ଏବଂ ଅନେକ ମାମଲା ବର୍ଷ ବର୍ଷ ଧରି ଫଇସଲା ଅପେକ୍ଷାରେ ରହିଛି। ଆଇନଜୀବୀ ସଂଘ ଏହାକୁ ନେଇ ଚିନ୍ତା ପ୍ରକାଶ କରିଛି। (576, 499, 842, 669)
aquarius-icon: ♒ (1136, 1324, 1164, 1352)
zodiac-text: ଦୁର୍ଘଟଣାରୁ ସାବଧାନ ରୁହନ୍ତୁ। ଖର୍ଚ୍ଚ ବଢ଼ିବ। ପରିବାରର ସମର୍ଥନ ମିଳିବ। (1166, 1221, 1424, 1232)
zodiac-sign-name: ମୀନ (1166, 1429, 1183, 1440)
obit-dates: ଆବିର୍ଭାବ: ୧୦.୦୫.୧୯୪୬ ତିରୋଧାନ: ୨୧.୦୧.୨୦୧୨ (384, 2031, 522, 2055)
obit-body: ଆପଣଙ୍କ ଆତ୍ମାର ସଦ୍‌ଗତି ପାଇଁ ଭଗବାନଙ୍କ ନିକଟରେ ପ୍ରାର୍ଥନା କରୁଛୁ। ପୁଅ, ବୋହୂ ଓ ନାତି ନାତୁଣୀ (18, 2063, 188, 2100)
ad-person-name: KHUSHI (65, 602, 127, 618)
child-family: ପରିବାରବର୍ଗ (393, 166, 441, 177)
flame-icon (90, 1420, 100, 1438)
